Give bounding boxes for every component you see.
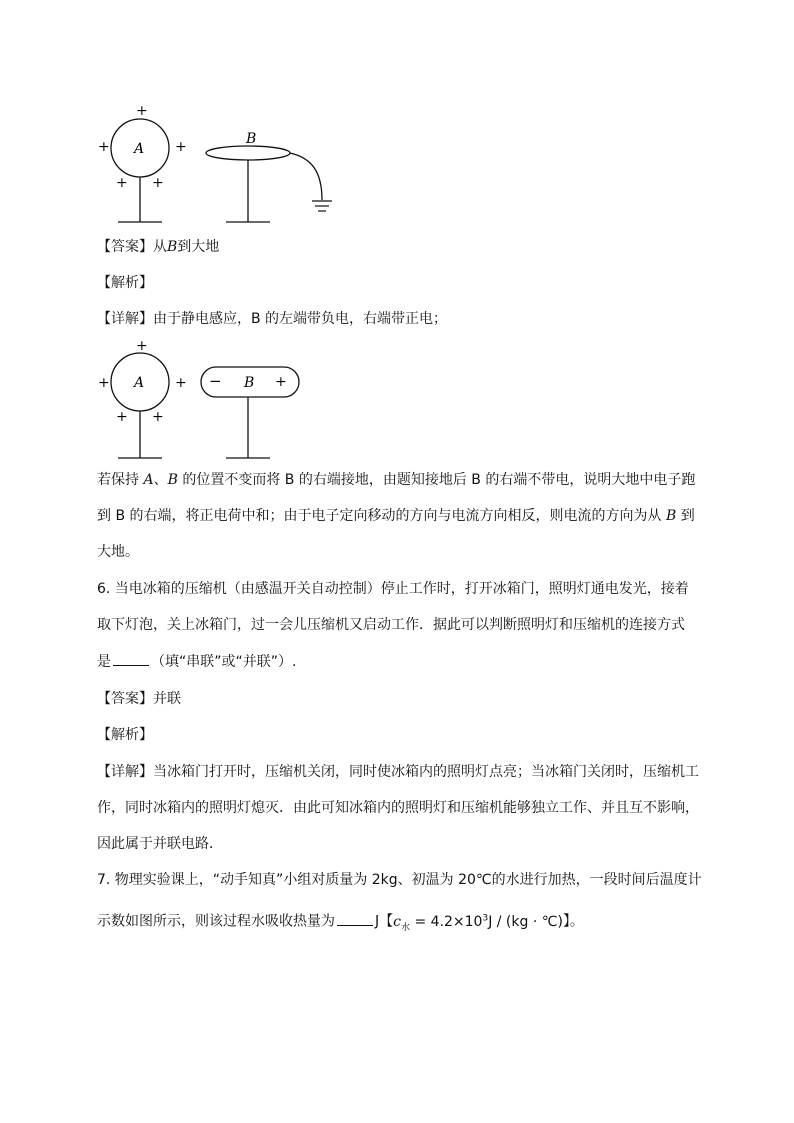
answer-6: 【答案】并联 bbox=[97, 691, 181, 707]
analysis-5-heading: 【解析】 bbox=[97, 275, 153, 291]
answer-5: 【答案】从B到大地 bbox=[97, 239, 220, 255]
explain-5-line-3: 大地。 bbox=[97, 544, 139, 560]
detail-5: 【详解】由于静电感应，B 的左端带负电，右端带正电； bbox=[97, 311, 448, 327]
detail-6-line-1: 【详解】当冰箱门打开时，压缩机关闭，同时使冰箱内的照明灯点亮；当冰箱门关闭时，压缩机工 bbox=[97, 764, 699, 780]
plus-sign: + bbox=[175, 139, 187, 155]
question-7-line-1: 7. 物理实验课上，“动手知真”小组对质量为 2kg、初温为 20℃的水进行加热，一段时间后温度计 bbox=[97, 872, 702, 888]
explain-5-line-2: 到 B 的右端，将正电荷中和；由于电子定向移动的方向与电流方向相反，则电流的方向为从 B 到 bbox=[97, 508, 695, 524]
plus-sign: + bbox=[152, 175, 164, 191]
analysis-6-heading: 【解析】 bbox=[97, 727, 153, 743]
plus-sign: + bbox=[136, 103, 148, 119]
answer-blank[interactable] bbox=[337, 911, 373, 926]
minus-sign: − bbox=[209, 372, 222, 390]
plus-sign: + bbox=[116, 175, 128, 191]
plus-sign: + bbox=[275, 374, 287, 390]
answer-blank[interactable] bbox=[113, 651, 149, 666]
plus-sign: + bbox=[136, 338, 148, 354]
plus-sign: + bbox=[98, 139, 110, 155]
question-7-line-2: 示数如图所示，则该过程水吸收热量为 J【$c_水 = 4.2\times 10^3J / (kg$ · ℃)】。 bbox=[97, 908, 584, 937]
plus-sign: + bbox=[152, 409, 164, 425]
sphere-a-label: A bbox=[134, 141, 145, 157]
explain-5-line-1: 若保持 A、B 的位置不变而将 B 的右端接地，由题知接地后 B 的右端不带电，说明大地中电子跑 bbox=[97, 472, 696, 488]
figure-induced-charge bbox=[0, 0, 794, 470]
plus-sign: + bbox=[116, 409, 128, 425]
detail-6-line-2: 作，同时冰箱内的照明灯熄灭．由此可知冰箱内的照明灯和压缩机能够独立工作、并且互不影响， bbox=[97, 800, 699, 816]
sphere-a-label: A bbox=[134, 375, 145, 391]
specific-heat-formula: $c_水 = 4.2\times 10^3J / (kg$ · ℃) bbox=[393, 913, 563, 933]
plus-sign: + bbox=[98, 375, 110, 391]
detail-6-line-3: 因此属于并联电路． bbox=[97, 836, 223, 852]
conductor-b-label: B bbox=[246, 131, 257, 147]
conductor-b-label: B bbox=[244, 375, 255, 391]
question-6-line-2: 取下灯泡，关上冰箱门，过一会儿压缩机又启动工作．据此可以判断照明灯和压缩机的连接方式 bbox=[97, 617, 685, 633]
question-6-line-1: 6. 当电冰箱的压缩机（由感温开关自动控制）停止工作时，打开冰箱门，照明灯通电发光，接着 bbox=[97, 581, 689, 597]
question-6-line-3: 是 （填“串联”或“并联”）. bbox=[97, 651, 296, 672]
plus-sign: + bbox=[175, 375, 187, 391]
